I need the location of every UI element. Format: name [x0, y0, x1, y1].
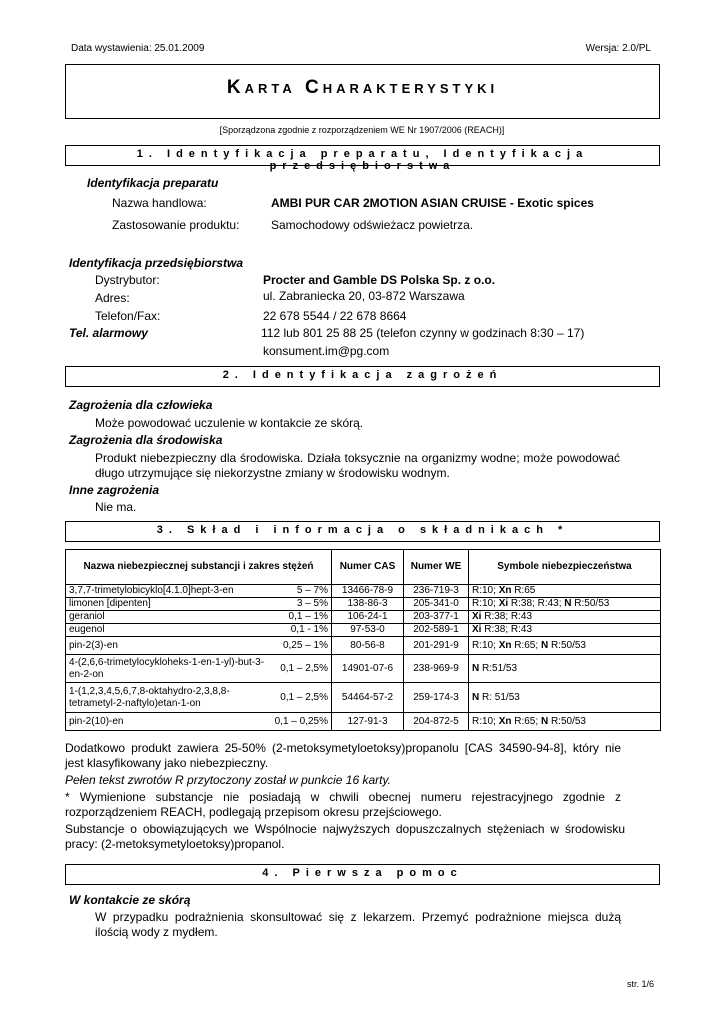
substance-concentration: 0,1 – 1% [288, 611, 328, 622]
substance-name: 4-(2,6,6-trimetylocykloheks-1-en-1-yl)-but-3-en-2-on [69, 656, 265, 680]
we-number: 205-341-0 [404, 598, 469, 611]
skin-contact-text: W przypadku podrażnienia skonsultować się z lekarzem. Przemyć podrażnione miejsca dużą ilością wody z mydłem. [95, 910, 621, 939]
section2-heading: 2. Identyfikacja zagrożeń [222, 369, 503, 381]
hazard-symbols: Xi R:38; R:43 [469, 611, 661, 624]
substance-concentration: 0,1 – 2,5% [280, 691, 328, 703]
env-hazard-label: Zagrożenia dla środowiska [69, 433, 223, 447]
substance-cell [66, 655, 332, 683]
table-row [66, 713, 661, 731]
address-label: Adres: [95, 291, 130, 305]
issue-date: Data wystawienia: 25.01.2009 [71, 43, 205, 54]
we-number: 201-291-9 [404, 637, 469, 655]
note-reach: * Wymienione substancje nie posiadają w chwili obecnej numeru rejestracyjnego zgodnie z rozporządzeniem REACH, podlegają przepisom okresu przejściowego. [65, 790, 621, 819]
substance-name: eugenol [69, 624, 105, 635]
hazard-symbols: Xi R:38; R:43 [469, 624, 661, 637]
title-box [65, 64, 660, 119]
substance-concentration: 0,1 - 1% [290, 624, 328, 635]
table-row [66, 624, 661, 637]
table-row [66, 683, 661, 713]
substance-name: geraniol [69, 611, 105, 622]
substance-cell [66, 637, 332, 655]
version: Wersja: 2.0/PL [585, 43, 651, 54]
emergency-label: Tel. alarmowy [69, 326, 148, 340]
table-header-row [66, 550, 661, 585]
substance-cell [66, 611, 332, 624]
col-we-header: Numer WE [404, 550, 469, 585]
cas-number: 138-86-3 [332, 598, 404, 611]
substance-name: 1-(1,2,3,4,5,6,7,8-oktahydro-2,3,8,8-tetrametyl-2-naftylo)etan-1-on [69, 685, 230, 709]
section2-heading-box [65, 366, 660, 387]
substance-cell [66, 624, 332, 637]
table-row [66, 585, 661, 598]
substance-name: pin-2(10)-en [69, 715, 124, 727]
we-number: 204-872-5 [404, 713, 469, 731]
cas-number: 80-56-8 [332, 637, 404, 655]
hazard-symbols: N R: 51/53 [469, 683, 661, 713]
email-value: konsument.im@pg.com [263, 344, 390, 358]
human-hazard-label: Zagrożenia dla człowieka [69, 398, 213, 412]
table-row [66, 655, 661, 683]
env-hazard-text: Produkt niebezpieczny dla środowiska. Działa toksycznie na organizmy wodne; może powodować długo utrzymujące się niekorzystne zmiany w środowisku wodnym. [95, 451, 620, 480]
col-name-header: Nazwa niebezpiecznej substancji i zakres stężeń [66, 550, 332, 585]
hazard-symbols: N R:51/53 [469, 655, 661, 683]
other-hazard-label: Inne zagrożenia [69, 483, 160, 497]
prep-id-label: Identyfikacja preparatu [87, 176, 219, 190]
section1-heading-box [65, 145, 660, 172]
substance-cell [66, 713, 332, 731]
use-label: Zastosowanie produktu: [112, 218, 240, 232]
emergency-value: 112 lub 801 25 88 25 (telefon czynny w godzinach 8:30 – 17) [261, 326, 585, 340]
substance-concentration: 0,1 – 0,25% [274, 715, 328, 727]
trade-name-label: Nazwa handlowa: [112, 196, 207, 210]
substance-cell [66, 585, 332, 598]
we-number: 203-377-1 [404, 611, 469, 624]
hazard-symbols: R:10; Xn R:65; N R:50/53 [469, 637, 661, 655]
cas-number: 13466-78-9 [332, 585, 404, 598]
document-title: Karta Charakterystyki [226, 77, 499, 98]
cas-number: 97-53-0 [332, 624, 404, 637]
note-exposure: Substancje o obowiązujących we Wspólnocie najwyższych dopuszczalnych stężeniach w środowisku pracy: (2-metoksymetyloetoksy)propanol. [65, 822, 625, 851]
address-value: ul. Zabraniecka 20, 03-872 Warszawa [263, 289, 465, 303]
substance-name: pin-2(3)-en [69, 639, 118, 651]
substance-cell [66, 683, 332, 713]
substance-concentration: 0,1 – 2,5% [280, 662, 328, 674]
table-row [66, 611, 661, 624]
section4-heading-box [65, 864, 660, 885]
section3-heading: 3. Skład i informacja o składnikach * [156, 524, 569, 536]
other-hazard-text: Nie ma. [95, 500, 137, 514]
human-hazard-text: Może powodować uczulenie w kontakcie ze skórą. [95, 416, 364, 430]
table-row [66, 598, 661, 611]
reach-note: [Sporządzona zgodnie z rozporządzeniem WE Nr 1907/2006 (REACH)] [219, 125, 505, 135]
page-number: str. 1/6 [626, 979, 654, 989]
we-number: 259-174-3 [404, 683, 469, 713]
cas-number: 127-91-3 [332, 713, 404, 731]
note-additional: Dodatkowo produkt zawiera 25-50% (2-metoksymetyloetoksy)propanolu [CAS 34590-94-8], który nie jest klasyfikowany jako niebezpieczny. [65, 741, 621, 770]
cas-number: 14901-07-6 [332, 655, 404, 683]
hazard-symbols: R:10; Xi R:38; R:43; N R:50/53 [469, 598, 661, 611]
we-number: 236-719-3 [404, 585, 469, 598]
col-symbols-header: Symbole niebezpieczeństwa [469, 550, 661, 585]
substance-cell [66, 598, 332, 611]
substance-concentration: 5 – 7% [296, 585, 328, 596]
trade-name-value: AMBI PUR CAR 2MOTION ASIAN CRUISE - Exotic spices [271, 196, 594, 210]
distributor-label: Dystrybutor: [95, 273, 160, 287]
substance-concentration: 0,25 – 1% [282, 639, 328, 651]
hazard-symbols: R:10; Xn R:65 [469, 585, 661, 598]
substance-name: 3,7,7-trimetylobicyklo[4.1.0]hept-3-en [69, 585, 234, 596]
phone-label: Telefon/Fax: [95, 309, 161, 323]
section3-heading-box [65, 521, 660, 542]
substance-concentration: 3 – 5% [296, 598, 328, 609]
section1-heading: 1. Identyfikacja preparatu, Identyfikacja przedsiębiorstwa [136, 148, 589, 172]
table-row [66, 637, 661, 655]
section4-heading: 4. Pierwsza pomoc [262, 867, 463, 879]
company-id-label: Identyfikacja przedsiębiorstwa [69, 256, 244, 270]
substance-name: limonen [dipenten] [69, 598, 151, 609]
composition-table [65, 549, 661, 731]
hazard-symbols: R:10; Xn R:65; N R:50/53 [469, 713, 661, 731]
distributor-value: Procter and Gamble DS Polska Sp. z o.o. [263, 273, 496, 287]
cas-number: 106-24-1 [332, 611, 404, 624]
col-cas-header: Numer CAS [332, 550, 404, 585]
skin-contact-label: W kontakcie ze skórą [69, 893, 191, 907]
we-number: 202-589-1 [404, 624, 469, 637]
we-number: 238-969-9 [404, 655, 469, 683]
use-value: Samochodowy odświeżacz powietrza. [271, 218, 474, 232]
cas-number: 54464-57-2 [332, 683, 404, 713]
note-r-phrases: Pełen tekst zwrotów R przytoczony został w punkcie 16 karty. [65, 773, 391, 787]
phone-value: 22 678 5544 / 22 678 8664 [263, 309, 407, 323]
